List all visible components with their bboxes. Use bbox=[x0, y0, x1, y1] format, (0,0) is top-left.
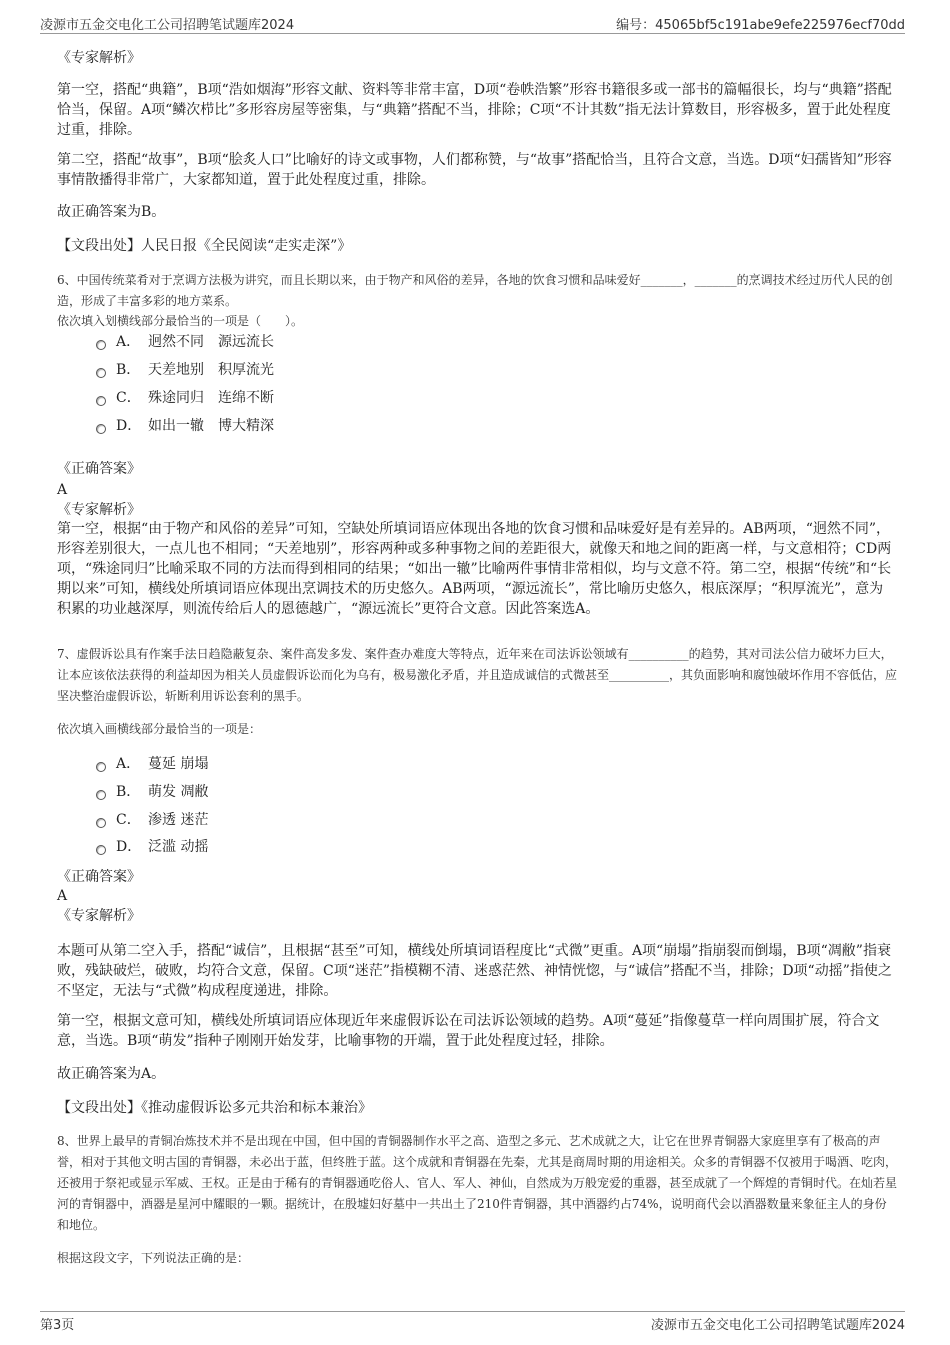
q5-analysis-title: 《专家解析》 bbox=[57, 50, 141, 66]
option-text: 天差地别 积厚流光 bbox=[148, 362, 274, 378]
q5-source: 【文段出处】人民日报《全民阅读“走实走深”》 bbox=[57, 238, 352, 254]
q5-analysis-para1: 第一空，搭配“典籍”，B项“浩如烟海”形容文献、资料等非常丰富，D项“卷帙浩繁”形容书籍很多或一部书的篇幅很长，均与“典籍”搭配恰当，保留。A项“鳞次栉比”多形容房屋等密集，与“典籍”搭配不当，排除；C项“不计其数”指无法计算数目，形容极多，置于此处程度过重，排除。 bbox=[57, 82, 892, 138]
header-doc-id: 编号：45065bf5c191abe9efe225976ecf70dd bbox=[616, 18, 905, 33]
q8-prompt: 根据这段文字，下列说法正确的是： bbox=[57, 1251, 250, 1265]
q5-analysis-para2: 第二空，搭配“故事”，B项“脍炙人口”比喻好的诗文或事物，人们都称赞，与“故事”搭配恰当，且符合文意，当选。D项“妇孺皆知”形容事情散播得非常广，大家都知道，置于此处程度过重，排除。 bbox=[57, 152, 892, 188]
q7-analysis-para2: 第一空，根据文意可知，横线处所填词语应体现近年来虚假诉讼在司法诉讼领域的趋势。A项“蔓延”指像蔓草一样向周围扩展，符合文意，当选。B项“萌发”指种子刚刚开始发芽，比喻事物的开端，置于此处程度过轻，排除。 bbox=[57, 1013, 880, 1049]
q6-option-d[interactable] bbox=[96, 416, 274, 436]
option-key: A． bbox=[116, 756, 141, 772]
q6-analysis: 第一空，根据“由于物产和风俗的差异”可知，空缺处所填词语应体现出各地的饮食习惯和品味爱好是有差异的。AB两项，“迥然不同”，形容差别很大，一点儿也不相同；“天差地别”，形容两种或多种事物之间的差距很大，就像天和地之间的距离一样，与文意相符；CD两项，“殊途同归”比喻采取不同的方法而得到相同的结果；“如出一辙”比喻两件事情非常相似，均与文意不符。第二空，根据“传统”和“长期以来”可知，横线处所填词语应体现出烹调技术的历史悠久。AB两项，“源远流长”，常比喻历史悠久，根底深厚；“积厚流光”，意为积累的功业越深厚，则流传给后人的恩德越广，“源远流长”更符合文意。因此答案选A。 bbox=[57, 521, 892, 617]
q7-analysis-title: 《专家解析》 bbox=[57, 908, 141, 924]
option-key: A． bbox=[116, 334, 141, 350]
q6-answer-title: 《正确答案》 bbox=[57, 461, 141, 477]
option-text: 迥然不同 源远流长 bbox=[148, 334, 274, 350]
radio-icon[interactable] bbox=[96, 762, 106, 772]
option-text: 蔓延 崩塌 bbox=[148, 756, 209, 772]
radio-icon[interactable] bbox=[96, 818, 106, 828]
q8-stem: 8、世界上最早的青铜冶炼技术并不是出现在中国，但中国的青铜器制作水平之高、造型之多元、艺术成就之大，让它在世界青铜器大家庭里享有了极高的声誉，相对于其他文明古国的青铜器，未必出于蓝，但终胜于蓝。这个成就和青铜器在先秦，尤其是商周时期的用途相关。众多的青铜器不仅被用于喝酒、吃肉，还被用于祭祀或显示军威、王权。正是由于稀有的青铜器通吃俗人、官人、军人、神仙，自然成为万般宠爱的重器，甚至成就了一个辉煌的青铜时代。在灿若星河的青铜器中，酒器是星河中耀眼的一颗。据统计，在殷墟妇好墓中一共出土了210件青铜器，其中酒器约占74%，说明商代会以酒器数量来象征主人的身份和地位。 bbox=[57, 1134, 898, 1232]
q7-answer: A bbox=[57, 888, 68, 904]
radio-icon[interactable] bbox=[96, 396, 106, 406]
q7-analysis-para1: 本题可从第二空入手，搭配“诚信”，且根据“甚至”可知，横线处所填词语程度比“式微”更重。A项“崩塌”指崩裂而倒塌，B项“凋敝”指衰败，残缺破烂，破败，均符合文意，保留。C项“迷茫”指模糊不清、迷惑茫然、神情恍惚，与“诚信”搭配不当，排除；D项“动摇”指使之不坚定，无法与“式微”构成程度递进，排除。 bbox=[57, 943, 892, 999]
radio-icon[interactable] bbox=[96, 340, 106, 350]
q7-option-d[interactable] bbox=[96, 837, 208, 857]
option-text: 渗透 迷茫 bbox=[148, 812, 209, 828]
q6-analysis-title: 《专家解析》 bbox=[57, 502, 141, 518]
q6-option-a[interactable] bbox=[96, 332, 274, 352]
q7-prompt: 依次填入画横线部分最恰当的一项是： bbox=[57, 722, 262, 736]
radio-icon[interactable] bbox=[96, 790, 106, 800]
radio-icon[interactable] bbox=[96, 424, 106, 434]
q6-stem: 6、中国传统菜肴对于烹调方法极为讲究，而且长期以来，由于物产和风俗的差异，各地的饮食习惯和品味爱好_______，_______的烹调技术经过历代人民的创造，形成了丰富多彩的地方菜系。 bbox=[57, 273, 893, 308]
q7-source: 【文段出处】《推动虚假诉讼多元共治和标本兼治》 bbox=[57, 1100, 372, 1116]
header-left: 凌源市五金交电化工公司招聘笔试题库2024 bbox=[40, 18, 295, 33]
option-text: 殊途同归 连绵不断 bbox=[148, 390, 274, 406]
q6-option-b[interactable] bbox=[96, 360, 274, 380]
q5-conclusion: 故正确答案为B。 bbox=[57, 204, 166, 220]
option-key: D． bbox=[116, 839, 142, 855]
q7-conclusion: 故正确答案为A。 bbox=[57, 1066, 166, 1082]
option-key: D． bbox=[116, 418, 142, 434]
option-text: 萌发 凋敝 bbox=[148, 784, 209, 800]
page-number: 第3页 bbox=[40, 1318, 75, 1333]
q7-option-c[interactable] bbox=[96, 810, 208, 830]
footer-right: 凌源市五金交电化工公司招聘笔试题库2024 bbox=[650, 1318, 905, 1333]
option-key: B． bbox=[116, 362, 141, 378]
q6-option-c[interactable] bbox=[96, 388, 274, 408]
header-divider bbox=[40, 33, 905, 34]
q6-answer: A bbox=[57, 482, 68, 498]
q6-prompt: 依次填入划横线部分最恰当的一项是（ ）。 bbox=[57, 314, 304, 328]
q7-option-b[interactable] bbox=[96, 782, 208, 802]
option-key: B． bbox=[116, 784, 141, 800]
q7-answer-title: 《正确答案》 bbox=[57, 869, 141, 885]
option-key: C． bbox=[116, 390, 141, 406]
radio-icon[interactable] bbox=[96, 368, 106, 378]
radio-icon[interactable] bbox=[96, 845, 106, 855]
option-key: C． bbox=[116, 812, 141, 828]
q7-stem: 7、虚假诉讼具有作案手法日趋隐蔽复杂、案件高发多发、案件查办难度大等特点，近年来在司法诉讼领域有__________的趋势，其对司法公信力破坏力巨大，让本应该依法获得的利益却因为相关人员虚假诉讼而化为乌有，极易激化矛盾，并且造成诚信的式微甚至__________，其负面影响和腐蚀破坏作用不容低估，应坚决整治虚假诉讼，斩断利用诉讼套利的黑手。 bbox=[57, 647, 898, 703]
option-text: 泛滥 动摇 bbox=[148, 839, 209, 855]
footer-divider bbox=[40, 1311, 905, 1312]
option-text: 如出一辙 博大精深 bbox=[148, 418, 274, 434]
q7-option-a[interactable] bbox=[96, 754, 208, 774]
